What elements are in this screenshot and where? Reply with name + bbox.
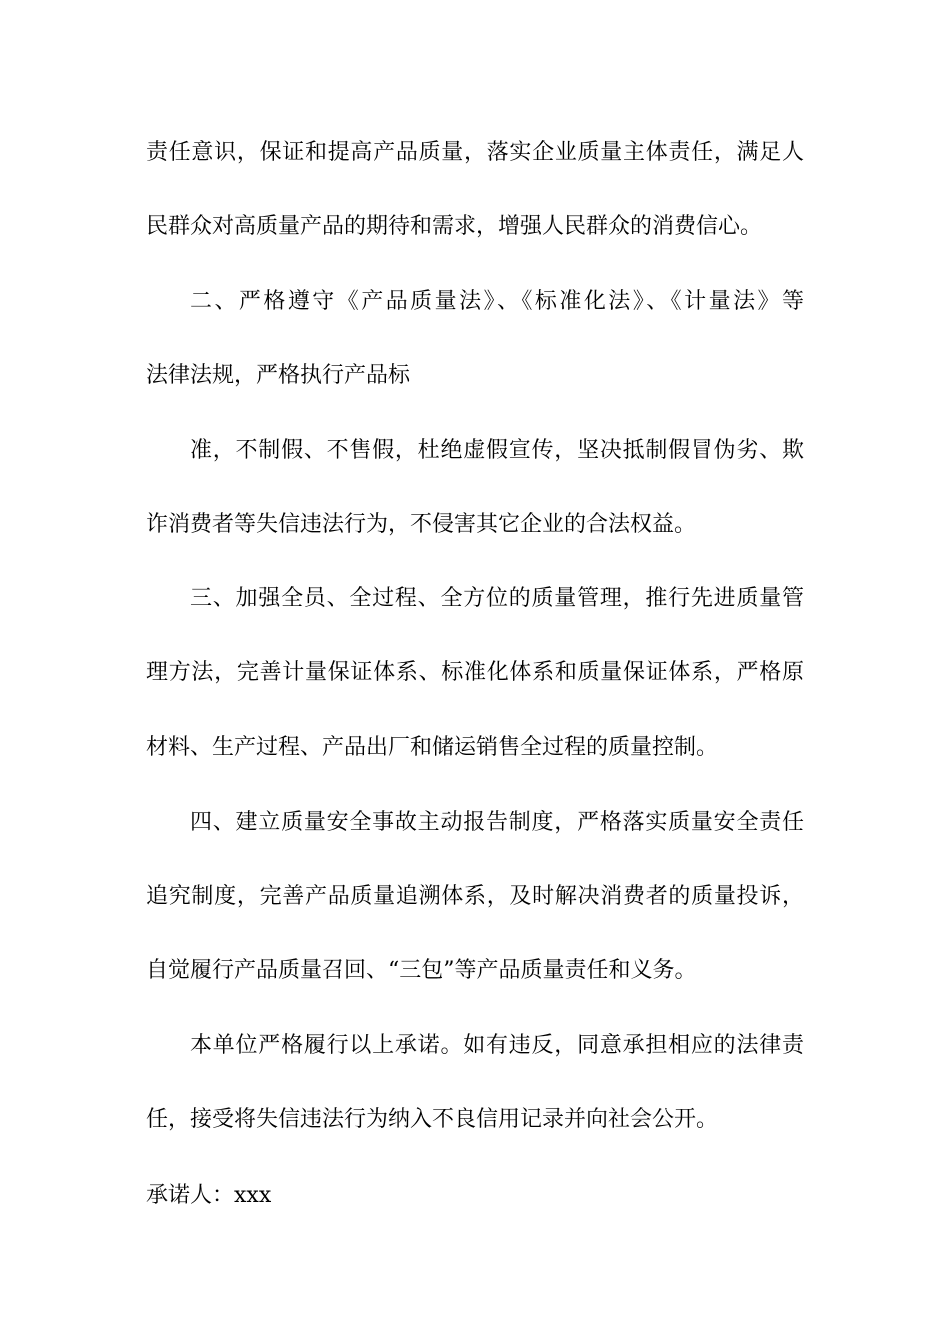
paragraph-line: 材料、生产过程、产品出厂和储运销售全过程的质量控制。 [146, 735, 719, 760]
paragraph-line: 二、严格遵守《产品质量法》、《标准化法》、《计量法》等 [190, 289, 804, 314]
paragraph-line: 任，接受将失信违法行为纳入不良信用记录并向社会公开。 [146, 1107, 719, 1132]
paragraph-line: 本单位严格履行以上承诺。如有违反，同意承担相应的法律责 [190, 1033, 804, 1058]
paragraph-line: 诈消费者等失信违法行为，不侵害其它企业的合法权益。 [146, 512, 697, 537]
paragraph-line: 三、加强全员、全过程、全方位的质量管理，推行先进质量管 [190, 586, 804, 611]
paragraph-line: 四、建立质量安全事故主动报告制度，严格落实质量安全责任 [190, 810, 804, 835]
paragraph-line: 准，不制假、不售假，杜绝虚假宣传，坚决抵制假冒伪劣、欺 [190, 438, 804, 463]
paragraph-line: 追究制度，完善产品质量追溯体系，及时解决消费者的质量投诉， [146, 884, 804, 909]
signature-line: 承诺人：xxx [146, 1183, 272, 1208]
paragraph-line: 理方法，完善计量保证体系、标准化体系和质量保证体系，严格原 [146, 660, 804, 685]
paragraph-line: 法律法规，严格执行产品标 [146, 363, 411, 388]
paragraph-line: 责任意识，保证和提高产品质量，落实企业质量主体责任，满足人 [146, 140, 804, 165]
paragraph-line: 民群众对高质量产品的期待和需求，增强人民群众的消费信心。 [146, 214, 763, 239]
paragraph-line: 自觉履行产品质量召回、“三包”等产品质量责任和义务。 [146, 958, 697, 983]
